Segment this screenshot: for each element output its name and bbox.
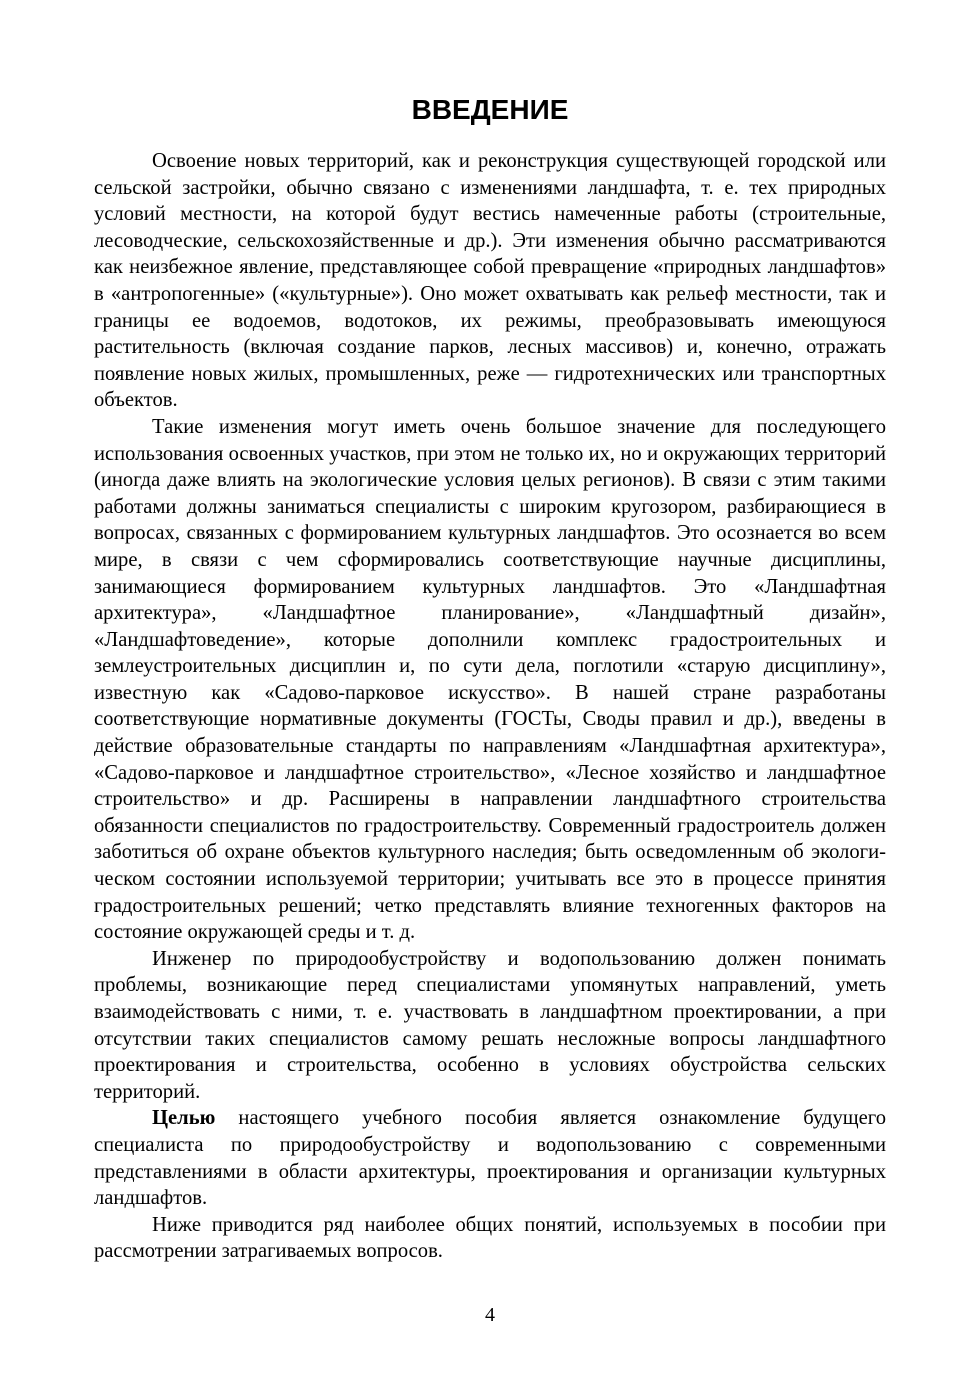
paragraph-3-text: Инженер по природообустройству и водопользованию должен понимать проблемы, возникающие перед специалистами упомянутых направлений, уметь взаимодействовать с ними, т. е. участвовать в ландшафтном проектировании, а при отсутствии таких специалистов самому решать несложные вопросы ландшафтного проектирования и строительства, особенно в условиях обустройства сельских территорий. (94, 947, 886, 1103)
paragraph-1 (94, 148, 886, 414)
paragraph-3 (94, 946, 886, 1106)
paragraph-5 (94, 1212, 886, 1265)
paragraph-4 (94, 1105, 886, 1211)
paragraph-2-text: Такие изменения могут иметь очень большое значение для последующего использования освоенных участков, при этом не только их, но и окружающих территорий (иногда даже влиять на экологические условия целых регионов). В связи с этим такими работами должны заниматься специалисты с широким кругозором, разбирающиеся в вопросах, связанных с формированием культурных ландшафтов. Это осознается во всем мире, в связи с чем сформировались соответствующие научные дисциплины, занимающиеся формированием культурных ландшафтов. Это «Ландшафтная архитектура», «Ландшафтное планирование», «Ландшафтный дизайн», «Ландшафтоведение», которые дополнили комплекс градостроительных и землеустроительных дисциплин и, по сути дела, поглотили «старую дисциплину», известную как «Садово-парковое искусство». В нашей стране разработаны соответствующие нормативные документы (ГОСТы, Своды правил и др.), введены в действие образовательные стандарты по направлениям «Ландшафтная архитектура», «Садово-парковое и ландшафтное строительство», «Лесное хозяйство и ландшафтное строительство» и др. Расширены в направлении ландшафтного строительства обязанности специалистов по градостроительству. Современный градостроитель должен заботиться об охране объектов культурного наследия; быть осведомленным об экологическом состоянии используемой территории; учитывать все это в процессе принятия градостроительных решений; четко представлять влияние техногенных факторов на состояние окружающей среды и т. д. (94, 415, 886, 944)
page-number: 4 (485, 1304, 495, 1326)
body-text (94, 148, 886, 1265)
paragraph-5-text: Ниже приводится ряд наиболее общих понятий, используемых в пособии при рассмотрении затрагиваемых вопросов. (94, 1213, 886, 1263)
paragraph-1-text: Освоение новых территорий, как и реконструкция существующей городской или сельской застройки, обычно связано с изменениями ландшафта, т. е. тех природных условий местности, на которой будут вестись намеченные работы (строительные, лесоводческие, сельскохозяйственные и др.). Эти изменения обычно рассматриваются как неизбежное явление, представляющее собой превращение «природных ландшафтов» в «антропогенные» («культурные»). Оно может охватывать как рельеф местности, так и границы ее водоемов, водотоков, их режимы, преобразовывать имеющуюся растительность (включая создание парков, лесных массивов) и, конечно, отражать появление новых жилых, промышленных, реже — гидротехнических или транспортных объектов. (94, 150, 886, 412)
page-title: ВВЕДЕНИЕ (411, 94, 569, 125)
paragraph-4-text: настоящего учебного пособия является ознакомление будущего специалиста по природообустройству и водопользованию с современными представлениями в области архитектуры, проектирования и организации культурных ландшафтов. (94, 1107, 886, 1210)
paragraph-2 (94, 414, 886, 946)
paragraph-4-lead-bold: Целью (152, 1107, 216, 1130)
